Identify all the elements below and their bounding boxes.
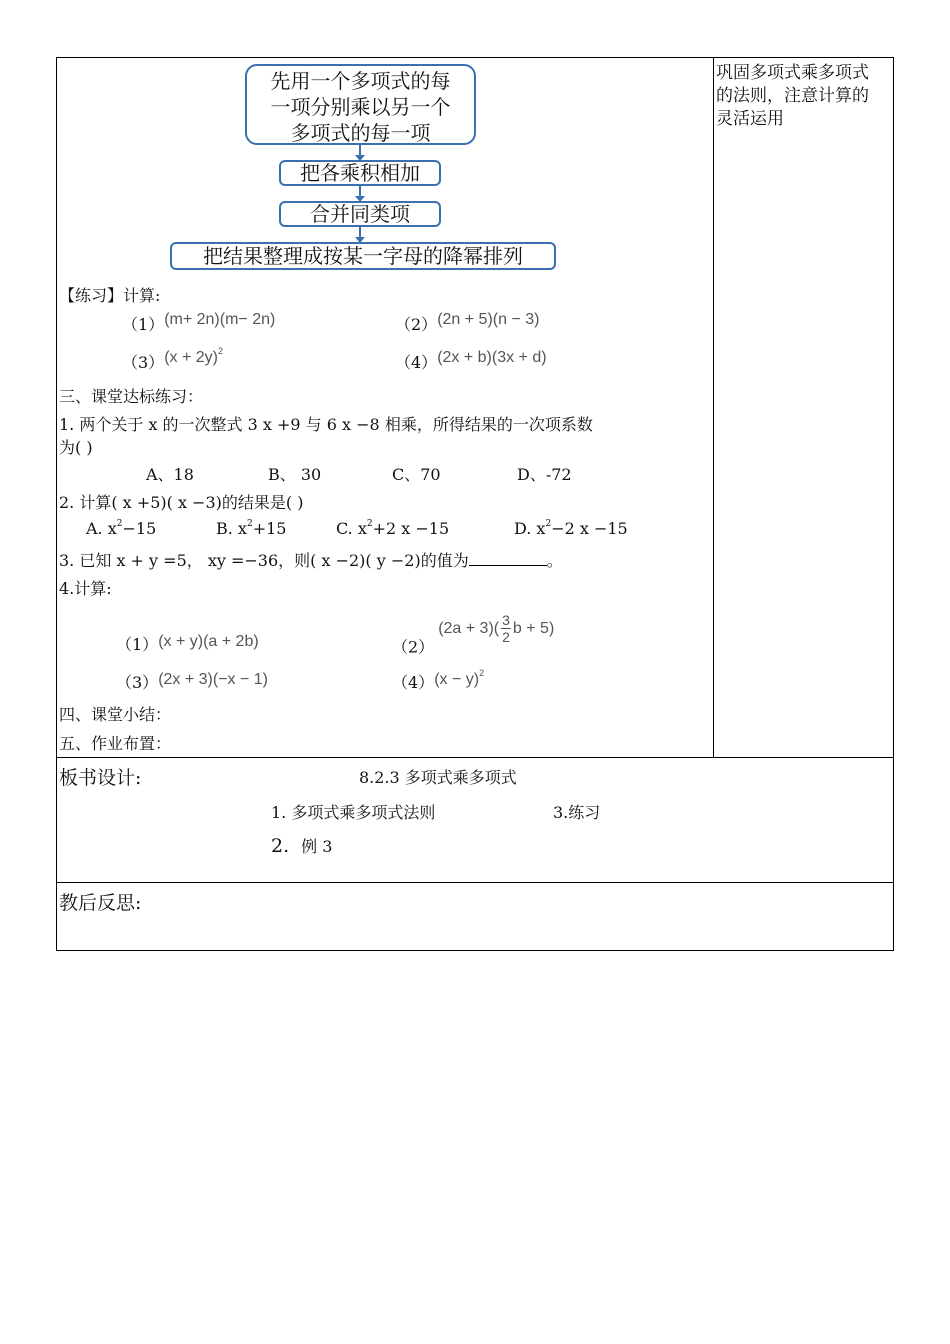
q4-item-2 [392,612,555,665]
section4-heading: 四、课堂小结： [59,705,172,724]
board-title: 8.2.3 多项式乘多项式 [359,768,517,787]
q1-option-b: B、 30 [268,465,322,484]
item-number: （2） [392,637,435,657]
item-number: （1） [116,635,159,654]
exponent: 2 [479,668,485,678]
q2-option-b [216,519,286,538]
option-text: C. x [336,519,367,538]
q1-line2: 为( ) [59,438,93,457]
item-number: 2. [271,835,290,857]
practice-item-1 [122,312,275,335]
side-note [716,62,869,131]
q4-item-3 [116,670,268,693]
practice-item-2 [395,312,539,335]
practice-item-4 [395,350,547,373]
board-item-2-text: 例 3 [301,837,333,856]
item-number: （1） [122,315,165,334]
q1-option-c: C、70 [392,465,441,484]
answer-blank[interactable] [469,551,547,566]
q2-option-c [336,519,449,538]
exponent: 2 [545,519,552,529]
exponent: 2 [116,519,123,529]
q2-text: 2. 计算( x +5)( x −3)的结果是( ) [59,493,304,512]
fraction [501,612,511,645]
math-expression: (2a + 3)( [438,619,500,637]
option-text: D. x [514,519,546,538]
math-expression: (x + y)(a + 2b) [158,633,259,650]
q1-option-a: A、18 [146,465,194,484]
item-number: （4） [392,673,435,692]
board-item-1: 1. 多项式乘多项式法则 [271,803,436,822]
option-text: −2 x −15 [551,519,628,538]
column-divider [713,57,714,757]
option-text: −15 [122,519,157,538]
exponent: 2 [366,519,373,529]
q1-line1: 1. 两个关于 x 的一次整式 3 x +9 与 6 x −8 相乘，所得结果的一次项系数 [59,415,593,434]
flow-step-1-line2: 一项分别乘以另一个 [270,95,451,119]
item-number: （3） [122,353,165,372]
q4-heading: 4.计算: [59,579,112,598]
flow-step-3: 合并同类项 [279,201,441,227]
flow-arrow-1 [359,145,361,159]
q2-option-a [86,519,156,538]
q3-text [59,548,563,571]
flow-step-1-line3: 多项式的每一项 [290,121,431,145]
math-expression: (2n + 5)(n − 3) [437,311,540,328]
exponent: 2 [246,519,253,529]
fraction-denominator: 2 [502,629,510,645]
section3-heading: 三、课堂达标练习： [59,387,204,406]
flow-step-1-line1: 先用一个多项式的每 [270,69,451,93]
item-number: （3） [116,673,159,692]
flow-step-2: 把各乘积相加 [279,160,441,186]
flow-arrow-3 [359,227,361,241]
board-label: 板书设计: [59,767,142,789]
option-text: B. x [216,519,247,538]
practice-item-3 [122,346,223,373]
q4-item-1 [116,632,259,655]
q1-option-d: D、-72 [517,465,572,484]
board-item-3: 3.练习 [553,803,601,822]
flow-arrow-2 [359,186,361,200]
q3-end: 。 [546,551,563,570]
q3-question: 3. 已知 x + y =5， xy =−36，则( x −2)( y −2)的值为 [59,551,469,570]
row-divider-board [56,757,894,758]
section5-heading: 五、作业布置： [59,734,172,753]
math-expression: b + 5) [512,619,555,637]
exponent: 2 [217,346,223,356]
fraction-numerator: 3 [502,612,510,628]
option-text: +15 [252,519,287,538]
math-expression: (2x + 3)(−x − 1) [158,671,269,688]
side-note-line3: 灵活运用 [716,109,784,129]
q2-option-d [514,519,628,538]
flow-step-1 [245,64,476,145]
option-text: A. x [86,519,117,538]
side-note-line2: 的法则，注意计算的 [716,86,869,106]
item-number: （2） [395,315,438,334]
option-text: +2 x −15 [372,519,450,538]
math-expression: (2x + b)(3x + d) [437,349,547,366]
q4-item-4 [392,670,484,693]
math-expression: (x + 2y) [164,349,218,366]
math-expression: (x − y) [434,671,480,688]
practice-heading: 【练习】计算: [59,286,161,305]
reflection-label: 教后反思: [59,892,142,914]
board-item-2 [271,834,332,857]
math-expression: (m+ 2n)(m− 2n) [164,311,276,328]
side-note-line1: 巩固多项式乘多项式 [716,63,869,83]
flow-step-4: 把结果整理成按某一字母的降幂排列 [170,242,556,270]
row-divider-reflection [56,882,894,883]
item-number: （4） [395,353,438,372]
